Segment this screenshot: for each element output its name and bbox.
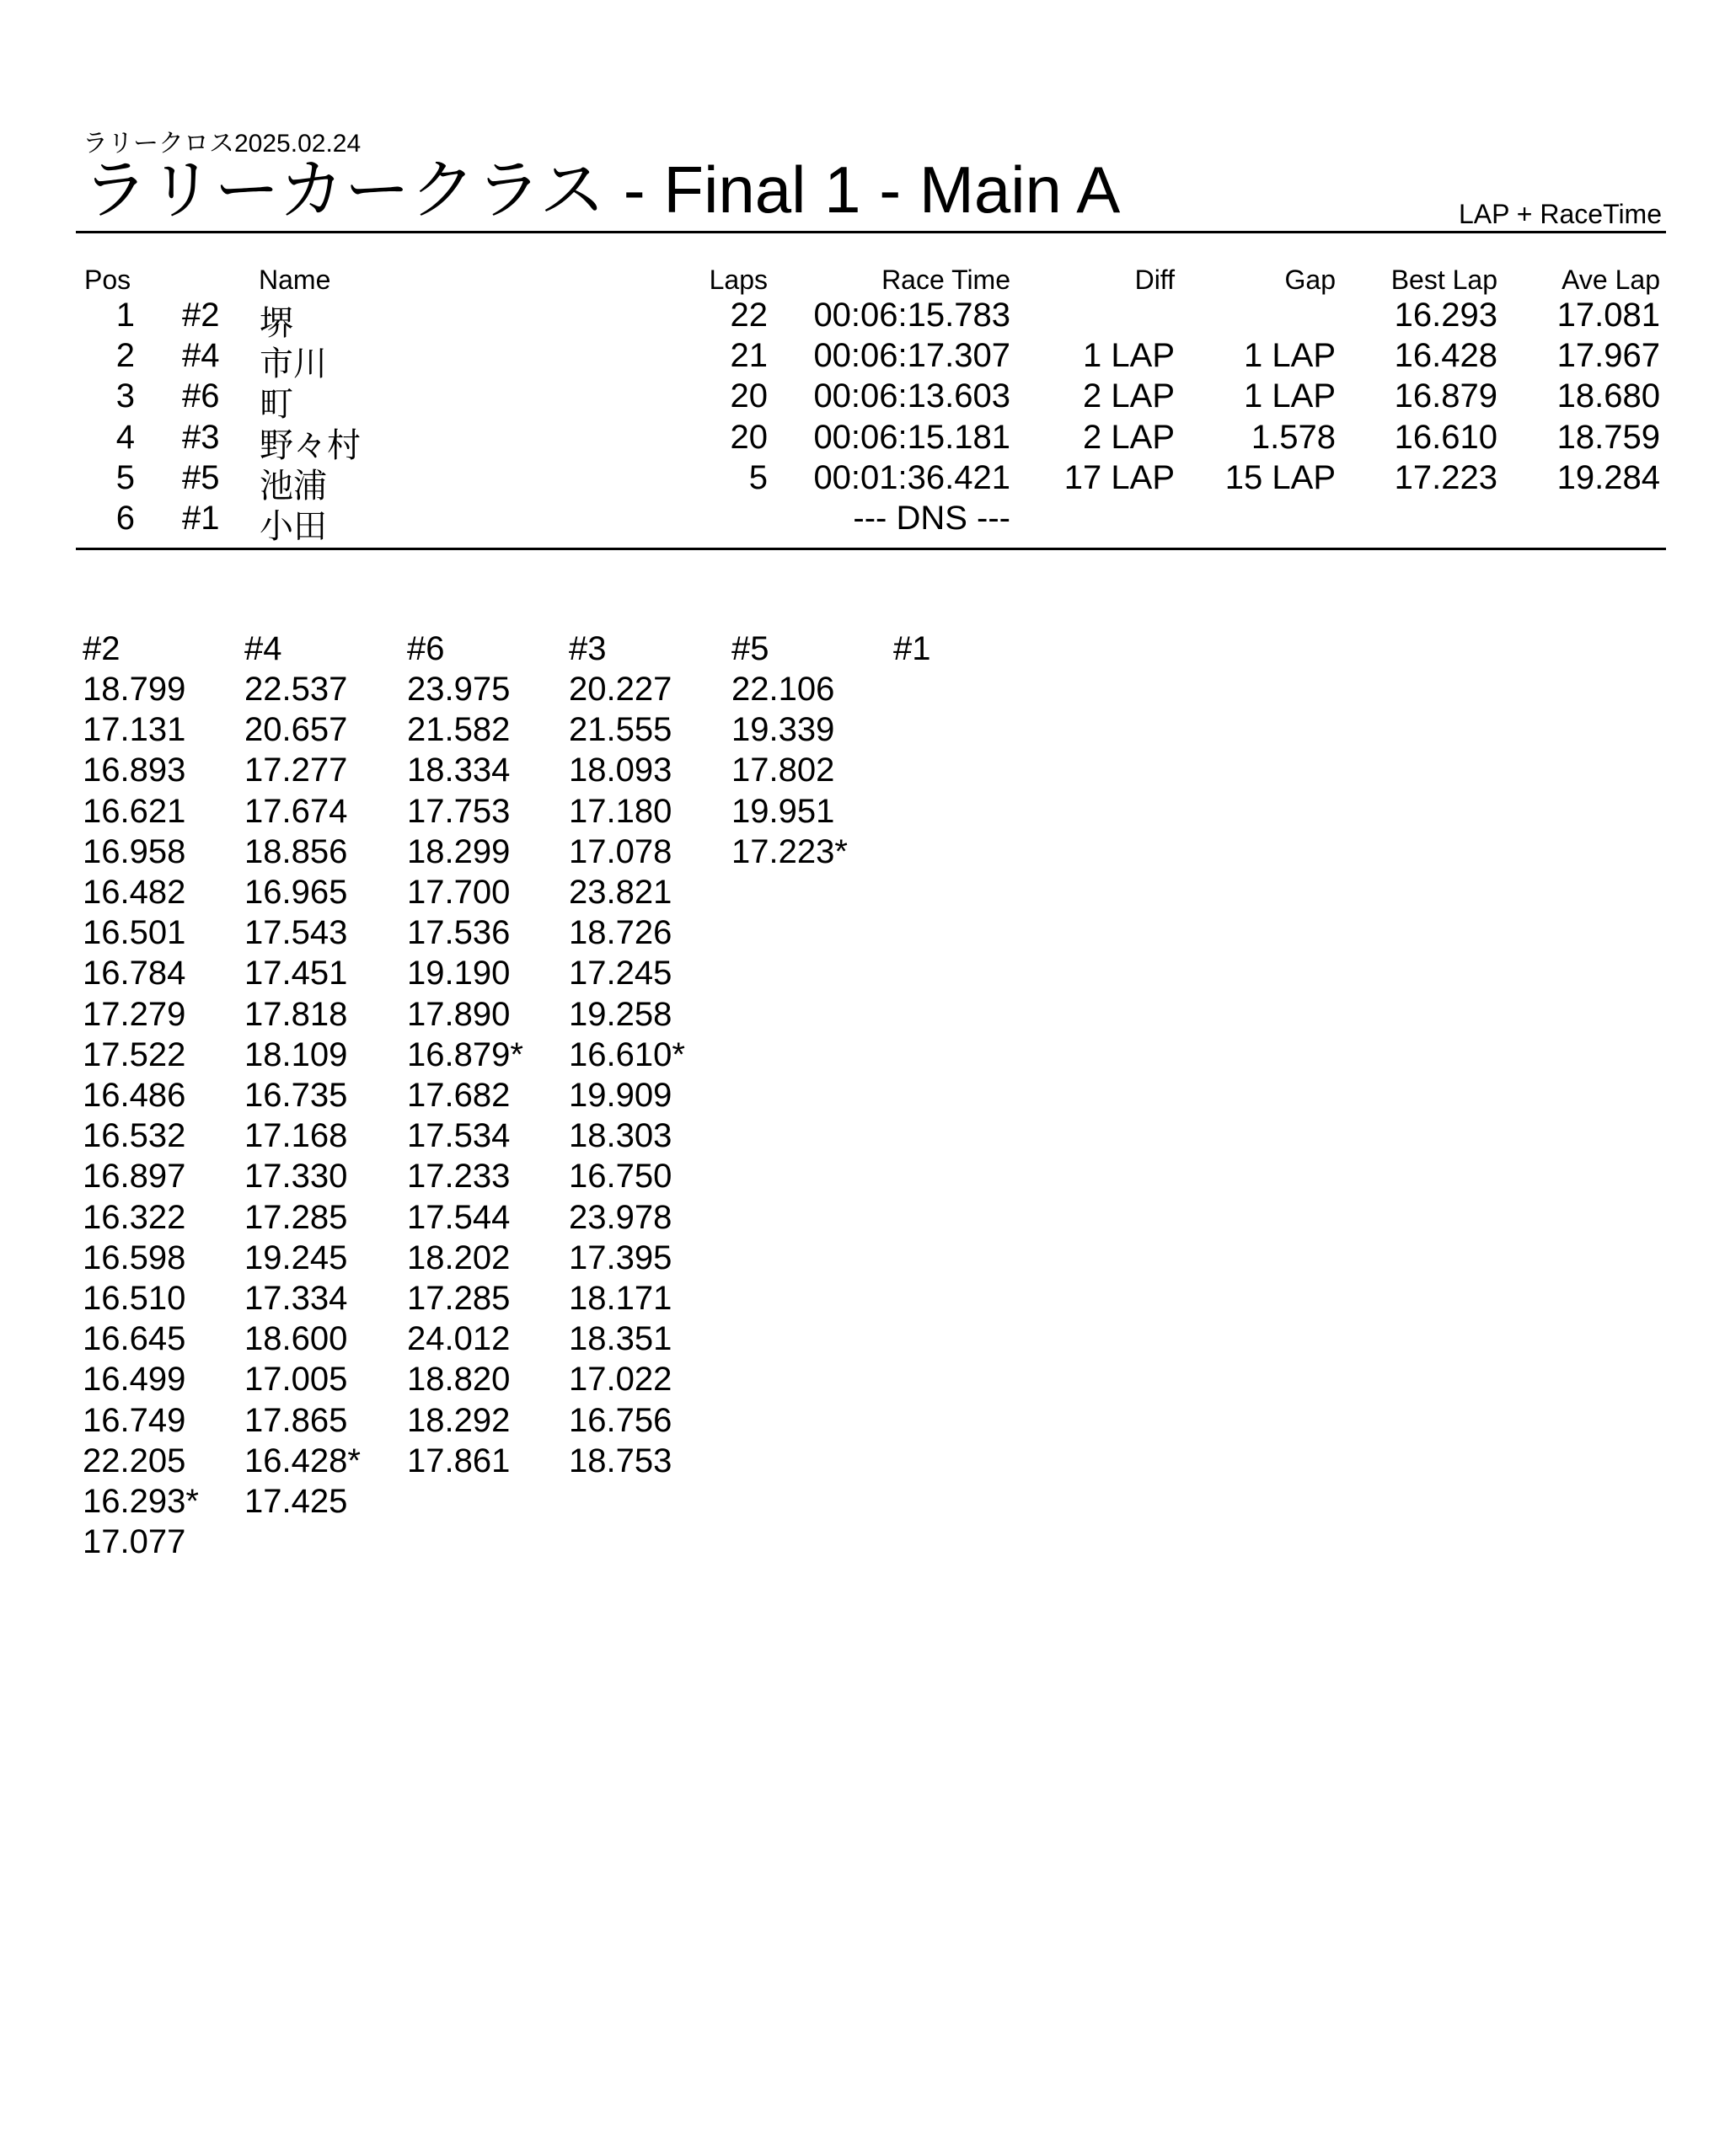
lap-time: 17.279	[83, 995, 186, 1033]
lap-time: 17.233	[407, 1158, 511, 1196]
lap-time: 18.334	[407, 752, 511, 789]
result-pos: 5	[115, 458, 135, 496]
lap-time: 16.428*	[244, 1442, 361, 1479]
result-race-time: --- DNS ---	[853, 500, 1010, 537]
lap-time: 17.536	[407, 914, 511, 952]
lap-time: 22.106	[731, 671, 835, 708]
result-race-time: 00:06:15.181	[813, 418, 1010, 456]
result-driver-name: 池浦	[260, 467, 327, 505]
result-gap: 1 LAP	[1244, 337, 1336, 375]
lap-time: 18.799	[83, 671, 186, 708]
header-race-time: Race Time	[881, 265, 1010, 295]
lap-time: 16.893	[83, 752, 186, 789]
lap-time: 18.109	[244, 1035, 348, 1073]
header-laps: Laps	[709, 265, 768, 295]
result-car-number: #2	[182, 297, 220, 334]
result-car-number: #6	[182, 377, 220, 415]
lap-time: 23.978	[569, 1198, 672, 1236]
header-diff: Diff	[1134, 265, 1175, 295]
lap-time: 17.285	[407, 1280, 511, 1317]
lap-time: 17.861	[407, 1442, 511, 1479]
result-gap: 1 LAP	[1244, 377, 1336, 415]
lap-time: 18.351	[569, 1320, 672, 1358]
result-ave-lap: 17.081	[1556, 297, 1660, 334]
lap-time: 17.077	[83, 1523, 186, 1561]
lap-time: 18.303	[569, 1117, 672, 1155]
result-best-lap: 16.293	[1394, 297, 1497, 334]
result-ave-lap: 17.967	[1556, 337, 1660, 375]
result-ave-lap: 18.759	[1556, 418, 1660, 456]
result-car-number: #5	[182, 458, 220, 496]
lap-time: 23.975	[407, 671, 511, 708]
lap-time: 21.555	[569, 711, 672, 749]
result-best-lap: 16.428	[1394, 337, 1497, 375]
result-race-time: 00:06:15.783	[813, 297, 1010, 334]
bottom-divider	[76, 548, 1666, 550]
result-race-time: 00:01:36.421	[813, 458, 1010, 496]
result-pos: 3	[115, 377, 135, 415]
lap-time: 17.131	[83, 711, 186, 749]
lap-time: 16.501	[83, 914, 186, 952]
lap-time: 17.700	[407, 874, 511, 911]
lap-time: 17.802	[731, 752, 835, 789]
result-car-number: #4	[182, 337, 220, 375]
lap-time: 18.726	[569, 914, 672, 952]
lap-time: 16.510	[83, 1280, 186, 1317]
lap-time: 18.292	[407, 1401, 511, 1439]
result-car-number: #3	[182, 418, 220, 456]
lap-time: 16.621	[83, 792, 186, 830]
lap-column-header: #1	[893, 630, 931, 667]
lap-time: 24.012	[407, 1320, 511, 1358]
lap-time: 16.735	[244, 1077, 348, 1114]
lap-time: 16.499	[83, 1361, 186, 1399]
lap-time: 17.425	[244, 1483, 348, 1520]
page-title: ラリーカークラス - Final 1 - Main A	[83, 152, 1121, 227]
lap-time: 17.223*	[731, 832, 848, 870]
lap-time: 19.339	[731, 711, 835, 749]
lap-time: 17.277	[244, 752, 348, 789]
lap-time: 17.818	[244, 995, 348, 1033]
result-diff: 17 LAP	[1063, 458, 1175, 496]
lap-time: 19.951	[731, 792, 835, 830]
lap-time: 19.909	[569, 1077, 672, 1114]
lap-column-header: #2	[83, 630, 121, 667]
result-race-time: 00:06:13.603	[813, 377, 1010, 415]
result-ave-lap: 18.680	[1556, 377, 1660, 415]
lap-time: 18.600	[244, 1320, 348, 1358]
lap-time: 17.078	[569, 832, 672, 870]
lap-time: 17.022	[569, 1361, 672, 1399]
result-ave-lap: 19.284	[1556, 458, 1660, 496]
header-pos: Pos	[84, 265, 131, 295]
lap-column-header: #6	[407, 630, 445, 667]
lap-time: 17.395	[569, 1238, 672, 1276]
lap-time: 17.753	[407, 792, 511, 830]
lap-time: 19.190	[407, 955, 511, 992]
lap-time: 17.285	[244, 1198, 348, 1236]
lap-time: 17.245	[569, 955, 672, 992]
result-driver-name: 小田	[260, 508, 327, 545]
result-laps: 5	[748, 458, 768, 496]
result-pos: 6	[115, 500, 135, 537]
result-gap: 1.578	[1251, 418, 1336, 456]
result-best-lap: 17.223	[1394, 458, 1497, 496]
lap-time: 16.965	[244, 874, 348, 911]
lap-time: 21.582	[407, 711, 511, 749]
result-laps: 20	[730, 418, 768, 456]
lap-time: 20.657	[244, 711, 348, 749]
lap-time: 17.674	[244, 792, 348, 830]
lap-time: 19.245	[244, 1238, 348, 1276]
lap-time: 16.749	[83, 1401, 186, 1439]
header-best-lap: Best Lap	[1390, 265, 1497, 295]
result-best-lap: 16.879	[1394, 377, 1497, 415]
lap-time: 17.682	[407, 1077, 511, 1114]
header-name: Name	[259, 265, 331, 295]
lap-time: 18.202	[407, 1238, 511, 1276]
result-driver-name: 市川	[260, 345, 327, 383]
result-race-time: 00:06:17.307	[813, 337, 1010, 375]
result-diff: 1 LAP	[1083, 337, 1175, 375]
lap-column-header: #5	[731, 630, 769, 667]
lap-time: 22.205	[83, 1442, 186, 1479]
event-subtitle: ラリークロス2025.02.24	[83, 130, 362, 158]
report-mode: LAP + RaceTime	[1459, 199, 1662, 229]
lap-time: 18.856	[244, 832, 348, 870]
result-driver-name: 野々村	[260, 426, 361, 464]
lap-time: 17.330	[244, 1158, 348, 1196]
lap-time: 18.753	[569, 1442, 672, 1479]
lap-time: 16.293*	[83, 1483, 199, 1520]
lap-time: 20.227	[569, 671, 672, 708]
lap-time: 17.451	[244, 955, 348, 992]
result-laps: 21	[730, 337, 768, 375]
lap-time: 16.482	[83, 874, 186, 911]
result-diff: 2 LAP	[1083, 418, 1175, 456]
lap-time: 23.821	[569, 874, 672, 911]
lap-time: 16.645	[83, 1320, 186, 1358]
top-divider	[76, 231, 1666, 233]
result-laps: 20	[730, 377, 768, 415]
result-laps: 22	[730, 297, 768, 334]
lap-time: 16.897	[83, 1158, 186, 1196]
lap-time: 18.820	[407, 1361, 511, 1399]
result-car-number: #1	[182, 500, 220, 537]
result-pos: 1	[115, 297, 135, 334]
lap-time: 18.171	[569, 1280, 672, 1317]
lap-time: 17.890	[407, 995, 511, 1033]
result-pos: 4	[115, 418, 135, 456]
lap-column-header: #3	[569, 630, 607, 667]
lap-time: 17.005	[244, 1361, 348, 1399]
result-driver-name: 町	[260, 386, 293, 424]
lap-time: 16.610*	[569, 1035, 685, 1073]
result-driver-name: 堺	[260, 305, 293, 342]
lap-time: 16.532	[83, 1117, 186, 1155]
lap-time: 17.534	[407, 1117, 511, 1155]
header-gap: Gap	[1284, 265, 1336, 295]
lap-time: 18.093	[569, 752, 672, 789]
lap-time: 16.756	[569, 1401, 672, 1439]
lap-time: 17.865	[244, 1401, 348, 1439]
lap-time: 16.958	[83, 832, 186, 870]
lap-time: 16.598	[83, 1238, 186, 1276]
result-gap: 15 LAP	[1224, 458, 1336, 496]
lap-time: 17.544	[407, 1198, 511, 1236]
result-best-lap: 16.610	[1394, 418, 1497, 456]
lap-column-header: #4	[244, 630, 282, 667]
lap-time: 19.258	[569, 995, 672, 1033]
lap-time: 17.543	[244, 914, 348, 952]
lap-time: 17.168	[244, 1117, 348, 1155]
lap-time: 16.784	[83, 955, 186, 992]
lap-time: 16.879*	[407, 1035, 523, 1073]
result-pos: 2	[115, 337, 135, 375]
lap-time: 17.180	[569, 792, 672, 830]
lap-time: 22.537	[244, 671, 348, 708]
lap-time: 16.322	[83, 1198, 186, 1236]
lap-time: 17.522	[83, 1035, 186, 1073]
header-ave-lap: Ave Lap	[1562, 265, 1660, 295]
lap-time: 16.486	[83, 1077, 186, 1114]
lap-time: 16.750	[569, 1158, 672, 1196]
lap-time: 18.299	[407, 832, 511, 870]
result-diff: 2 LAP	[1083, 377, 1175, 415]
lap-time: 17.334	[244, 1280, 348, 1317]
